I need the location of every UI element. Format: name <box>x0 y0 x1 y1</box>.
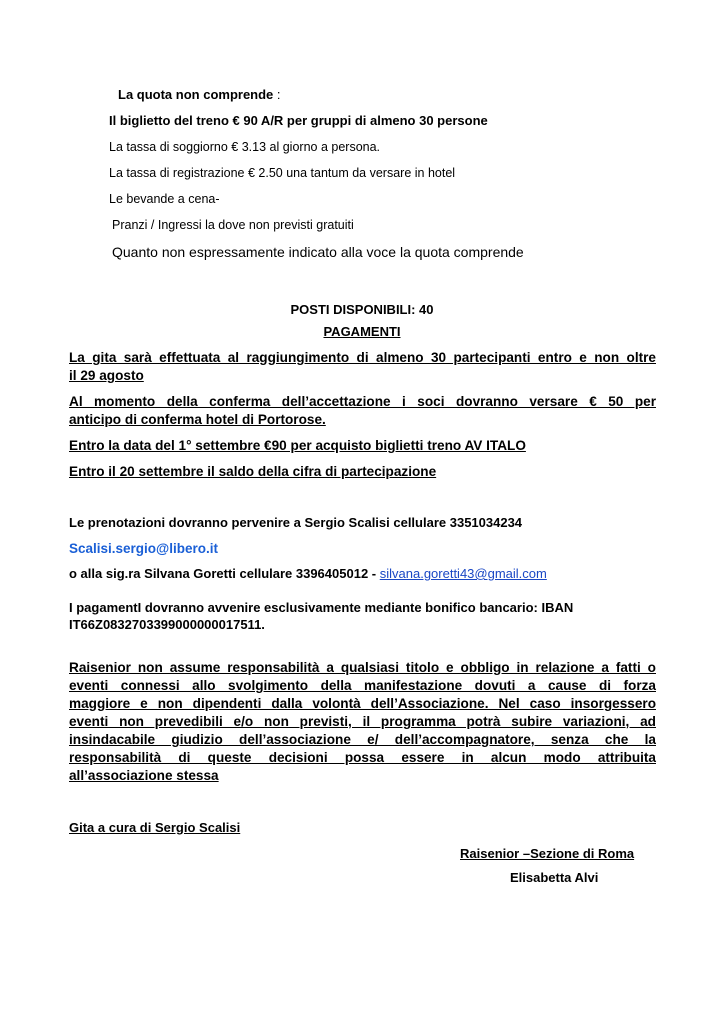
disclaimer-line-7: all’associazione stessa <box>69 768 219 783</box>
booking-contact-goretti-text: o alla sig.ra Silvana Goretti cellulare 3396405012 - <box>69 566 380 581</box>
seats-available: POSTI DISPONIBILI: 40 <box>290 302 434 317</box>
payment-line-balance: Entro il 20 settembre il saldo della cifra di partecipazione <box>69 464 437 479</box>
disclaimer-line-2: eventi connessi allo svolgimento della manifestazione dovuti a cause di forza <box>69 678 656 693</box>
booking-contact-scalisi: Le prenotazioni dovranno pervenire a Sergio Scalisi cellulare 3351034234 <box>69 515 523 530</box>
iban-line-1: I pagamentI dovranno avvenire esclusivamente mediante bonifico bancario: IBAN <box>69 600 574 615</box>
disclaimer-line-6: responsabilità di queste decisioni possa essere in alcun modo attribuita <box>69 750 656 765</box>
booking-contact-goretti <box>69 566 547 582</box>
payment-line-hotel: anticipo di conferma hotel di Portorose. <box>69 412 326 427</box>
section-name: Raisenior –Sezione di Roma <box>460 846 635 861</box>
exclusions-heading-colon: : <box>276 87 281 102</box>
payments-heading: PAGAMENTI <box>323 324 401 339</box>
email-scalisi-link[interactable]: Scalisi.sergio@libero.it <box>69 541 218 556</box>
exclusion-item-train: Il biglietto del treno € 90 A/R per gruppi di almeno 30 persone <box>109 113 488 128</box>
exclusion-item-registration-tax: La tassa di registrazione € 2.50 una tantum da versare in hotel <box>109 166 456 180</box>
exclusion-item-other: Quanto non espressamente indicato alla voce la quota comprende <box>112 244 524 260</box>
payment-line-train-tickets: Entro la data del 1° settembre €90 per acquisto biglietti treno AV ITALO <box>69 438 526 453</box>
disclaimer-line-1: Raisenior non assume responsabilità a qualsiasi titolo e obbligo in relazione a fatti o <box>69 660 656 675</box>
organizer-credit: Gita a cura di Sergio Scalisi <box>69 820 241 835</box>
iban-line-2: IT66Z0832703399000000017511. <box>69 617 265 632</box>
exclusion-item-lunches: Pranzi / Ingressi la dove non previsti gratuiti <box>112 218 354 232</box>
signer-name: Elisabetta Alvi <box>510 870 599 885</box>
email-goretti-link[interactable]: silvana.goretti43@gmail.com <box>379 566 547 581</box>
disclaimer-line-5: insindacabile giudizio dell’associazione e/ dell’accompagnatore, senza che la <box>69 732 656 747</box>
disclaimer-line-3: maggiore e non dipendenti dalla volontà dell’Associazione. Nel caso insorgessero <box>69 696 656 711</box>
payment-line-minimum: La gita sarà effettuata al raggiungimento di almeno 30 partecipanti entro e non oltre <box>69 350 656 365</box>
exclusions-heading <box>118 87 281 103</box>
payment-line-deadline: il 29 agosto <box>69 368 144 383</box>
exclusion-item-drinks: Le bevande a cena- <box>109 192 220 206</box>
payment-line-deposit: Al momento della conferma dell’accettazione i soci dovranno versare € 50 per <box>69 394 656 409</box>
disclaimer-line-4: eventi non prevedibili e/o non previsti, il programma potrà subire variazioni, ad <box>69 714 656 729</box>
exclusions-heading-text: La quota non comprende <box>118 87 274 102</box>
exclusion-item-tourist-tax: La tassa di soggiorno € 3.13 al giorno a persona. <box>109 140 381 154</box>
